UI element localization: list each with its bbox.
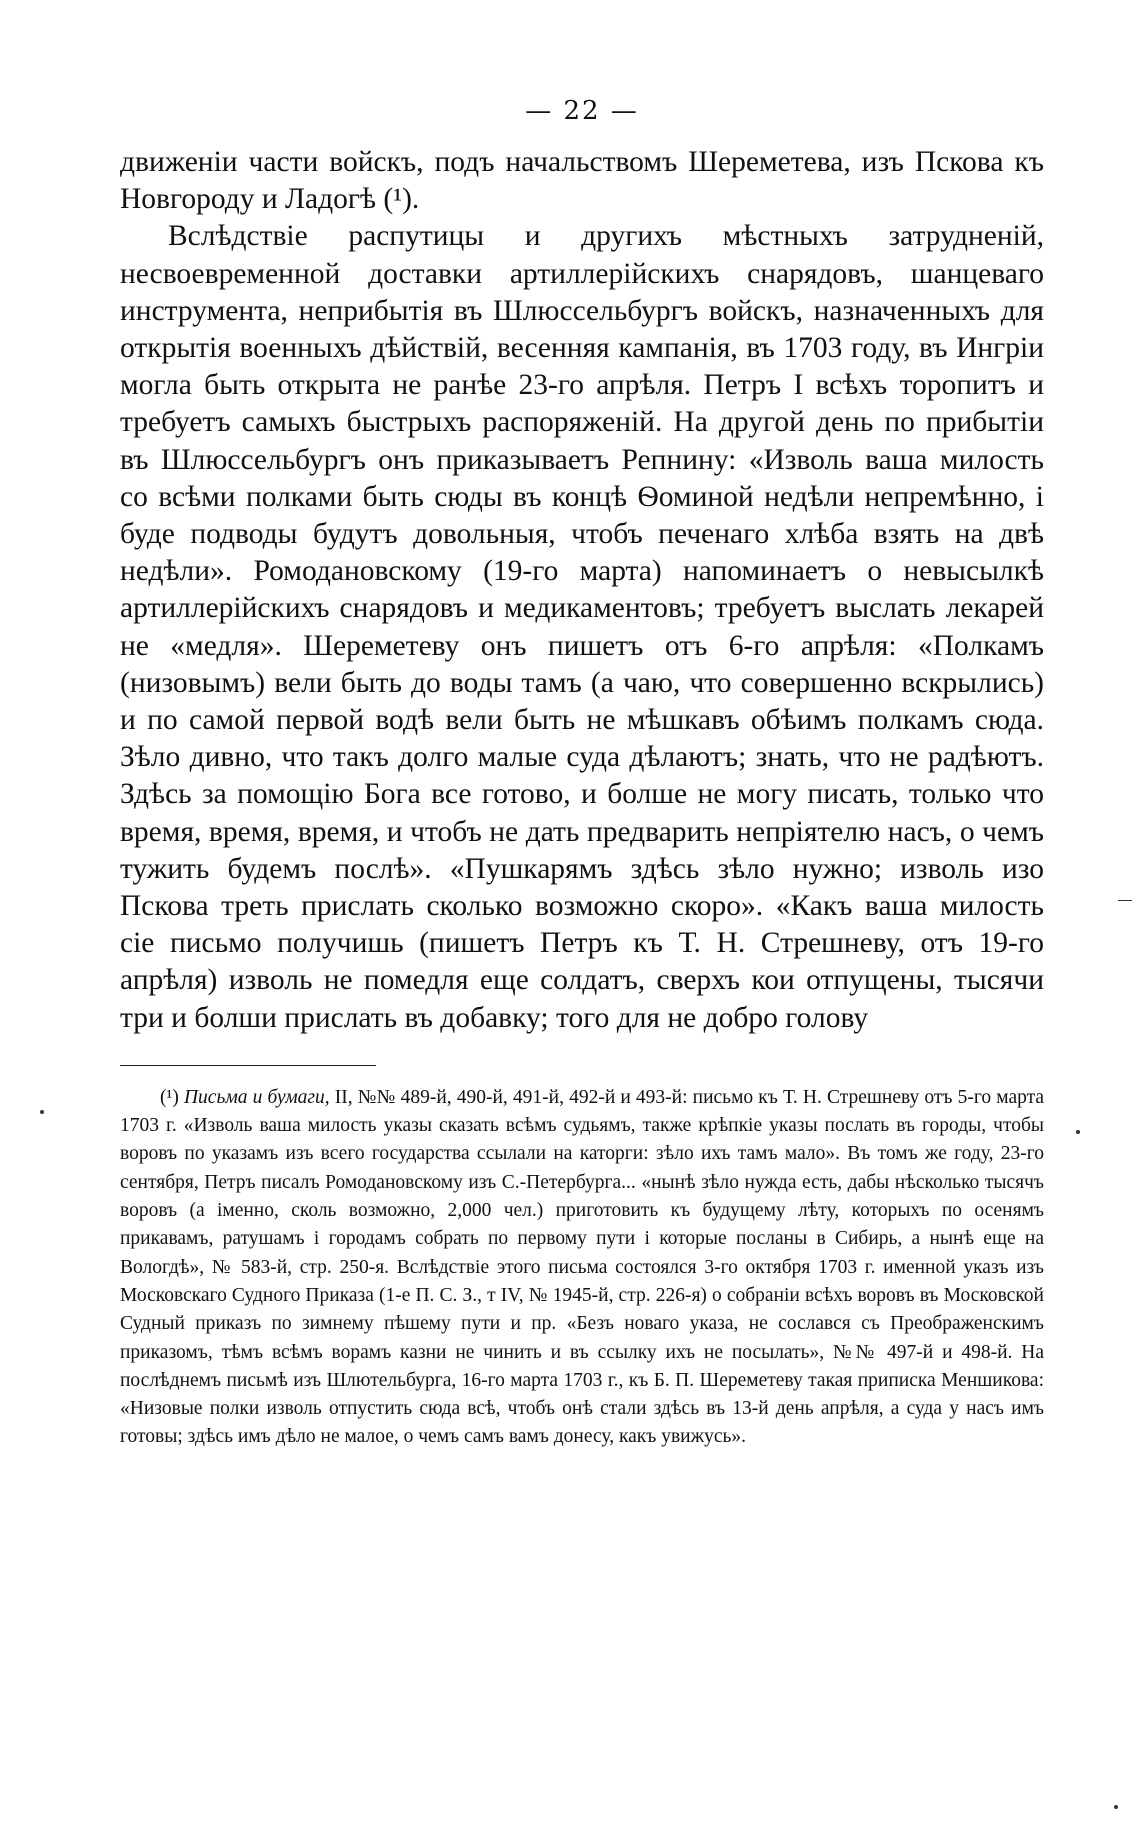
scan-speck-bottom <box>1114 1805 1118 1809</box>
footnote-separator <box>120 1065 376 1066</box>
paragraph-1-end: . <box>411 183 420 216</box>
footnote-source-title: Письма и бумаги, <box>183 1086 330 1108</box>
paragraph-1-text: движенiи части войскъ, подъ начальствомъ Шереметева, изъ Пскова къ Новгороду и Ладогѣ <box>120 146 1044 216</box>
scan-speck <box>1076 1130 1080 1134</box>
body-text <box>120 144 1044 1037</box>
scan-speck-left <box>40 1110 44 1114</box>
footnote-marker: (¹) <box>160 1086 179 1108</box>
paragraph-1 <box>120 144 1044 218</box>
margin-mark <box>1118 900 1132 901</box>
page-number: — 22 — <box>525 96 639 126</box>
footnote-reference[interactable]: (¹) <box>383 183 412 216</box>
footnote-text: II, №№ 489-й, 490-й, 491-й, 492-й и 493-й: письмо къ Т. Н. Стрешневу отъ 5-го марта 1703 г. «Изволь ваша милость указы сказать всѣмъ судьямъ, также крѣпкiе указы послать въ городы, чтобы воровъ по указамъ изъ всего государства ссылали на каторги: зѣло ихъ тамъ мало». Въ томъ же году, 23-го сентября, Петръ писалъ Ромодановскому изъ С.-Петербурга... «нынѣ зѣло нужда есть, дабы нѣсколько тысячъ воровъ (а iменно, сколь возможно, 2,000 чел.) приготовить къ будущему лѣту, которыхъ по осенямъ прикавамъ, ратушамъ i городамъ собрать по первому пути i которые посланы в Сибирь, а нынѣ еще на Вологдѣ», № 583-й, стр. 250-я. Вслѣдствiе этого письма состоялся 3-го октября 1703 г. именной указъ изъ Московскаго Судного Приказа (1-е П. С. З., т IV, № 1945-й, стр. 226-я) о собранiи всѣхъ воровъ въ Московской Судный приказъ по зимнему пѣшему пути и пр. «Безъ новаго указа, не сослався съ Преображенскимъ приказомъ, тѣмъ всѣмъ ворамъ казни не чинить и въ ссылку ихъ не посылать», №№ 497-й и 498-й. На послѣднемъ письмѣ изъ Шлютельбурга, 16-го марта 1703 г., къ Б. П. Шереметеву такая приписка Меншикова: «Низовые полки изволь отпустить сюда всѣ, чтобъ онѣ стали здѣсь въ 13-й день апрѣля, а суда у насъ имъ готовы; здѣсь имъ дѣло не малое, о чемъ самъ вамъ донесу, какъ увижусь». <box>120 1086 1045 1448</box>
paragraph-2: Вслѣдствiе распутицы и другихъ мѣстныхъ затрудненiй, несвоевременной доставки артиллерiйскихъ снарядовъ, шанцеваго инструмента, неприбытiя въ Шлюссельбургъ войскъ, назначенныхъ для открытiя военныхъ дѣйствiй, весенняя кампанiя, въ 1703 году, въ Ингрiи могла быть открыта не ранѣе 23-го апрѣля. Петръ I всѣхъ торопитъ и требуетъ самыхъ быстрыхъ распоряженiй. На другой день по прибытiи въ Шлюссельбургъ онъ приказываетъ Репнину: «Изволь ваша милость со всѣми полками быть сюды въ концѣ Ѳоминой недѣли непремѣнно, i буде подводы будутъ довольныя, чтобъ печенаго хлѣба взять на двѣ недѣли». Ромодановскому (19-го марта) напоминаетъ о невысылкѣ артиллерiйскихъ снарядовъ и медикаментовъ; требуетъ выслать лекарей не «медля». Шереметеву онъ пишетъ отъ 6-го апрѣля: «Полкамъ (низовымъ) вели быть до воды тамъ (а чаю, что совершенно вскрылись) и по самой первой водѣ вели быть не мѣшкавъ обѣимъ полкамъ сюда. Зѣло дивно, что такъ долго малые суда дѣлаютъ; знать, что не радѣютъ. Здѣсь за помощiю Бога все готово, и болше не могу писать, только что время, время, время, и чтобъ не дать предварить непрiятелю насъ, о чемъ тужить будемъ послѣ». «Пушкарямъ здѣсь зѣло нужно; изволь изо Пскова треть прислать сколько возможно скоро». «Какъ ваша милость сiе письмо получишь (пишетъ Петръ къ Т. Н. Стрешневу, отъ 19-го апрѣля) изволь не помедля еще солдатъ, сверхъ кои отпущены, тысячи три и болши прислать въ добавку; того для не добро голову <box>120 220 1044 1034</box>
page <box>120 96 1044 1452</box>
footnote-1 <box>120 1084 1044 1452</box>
